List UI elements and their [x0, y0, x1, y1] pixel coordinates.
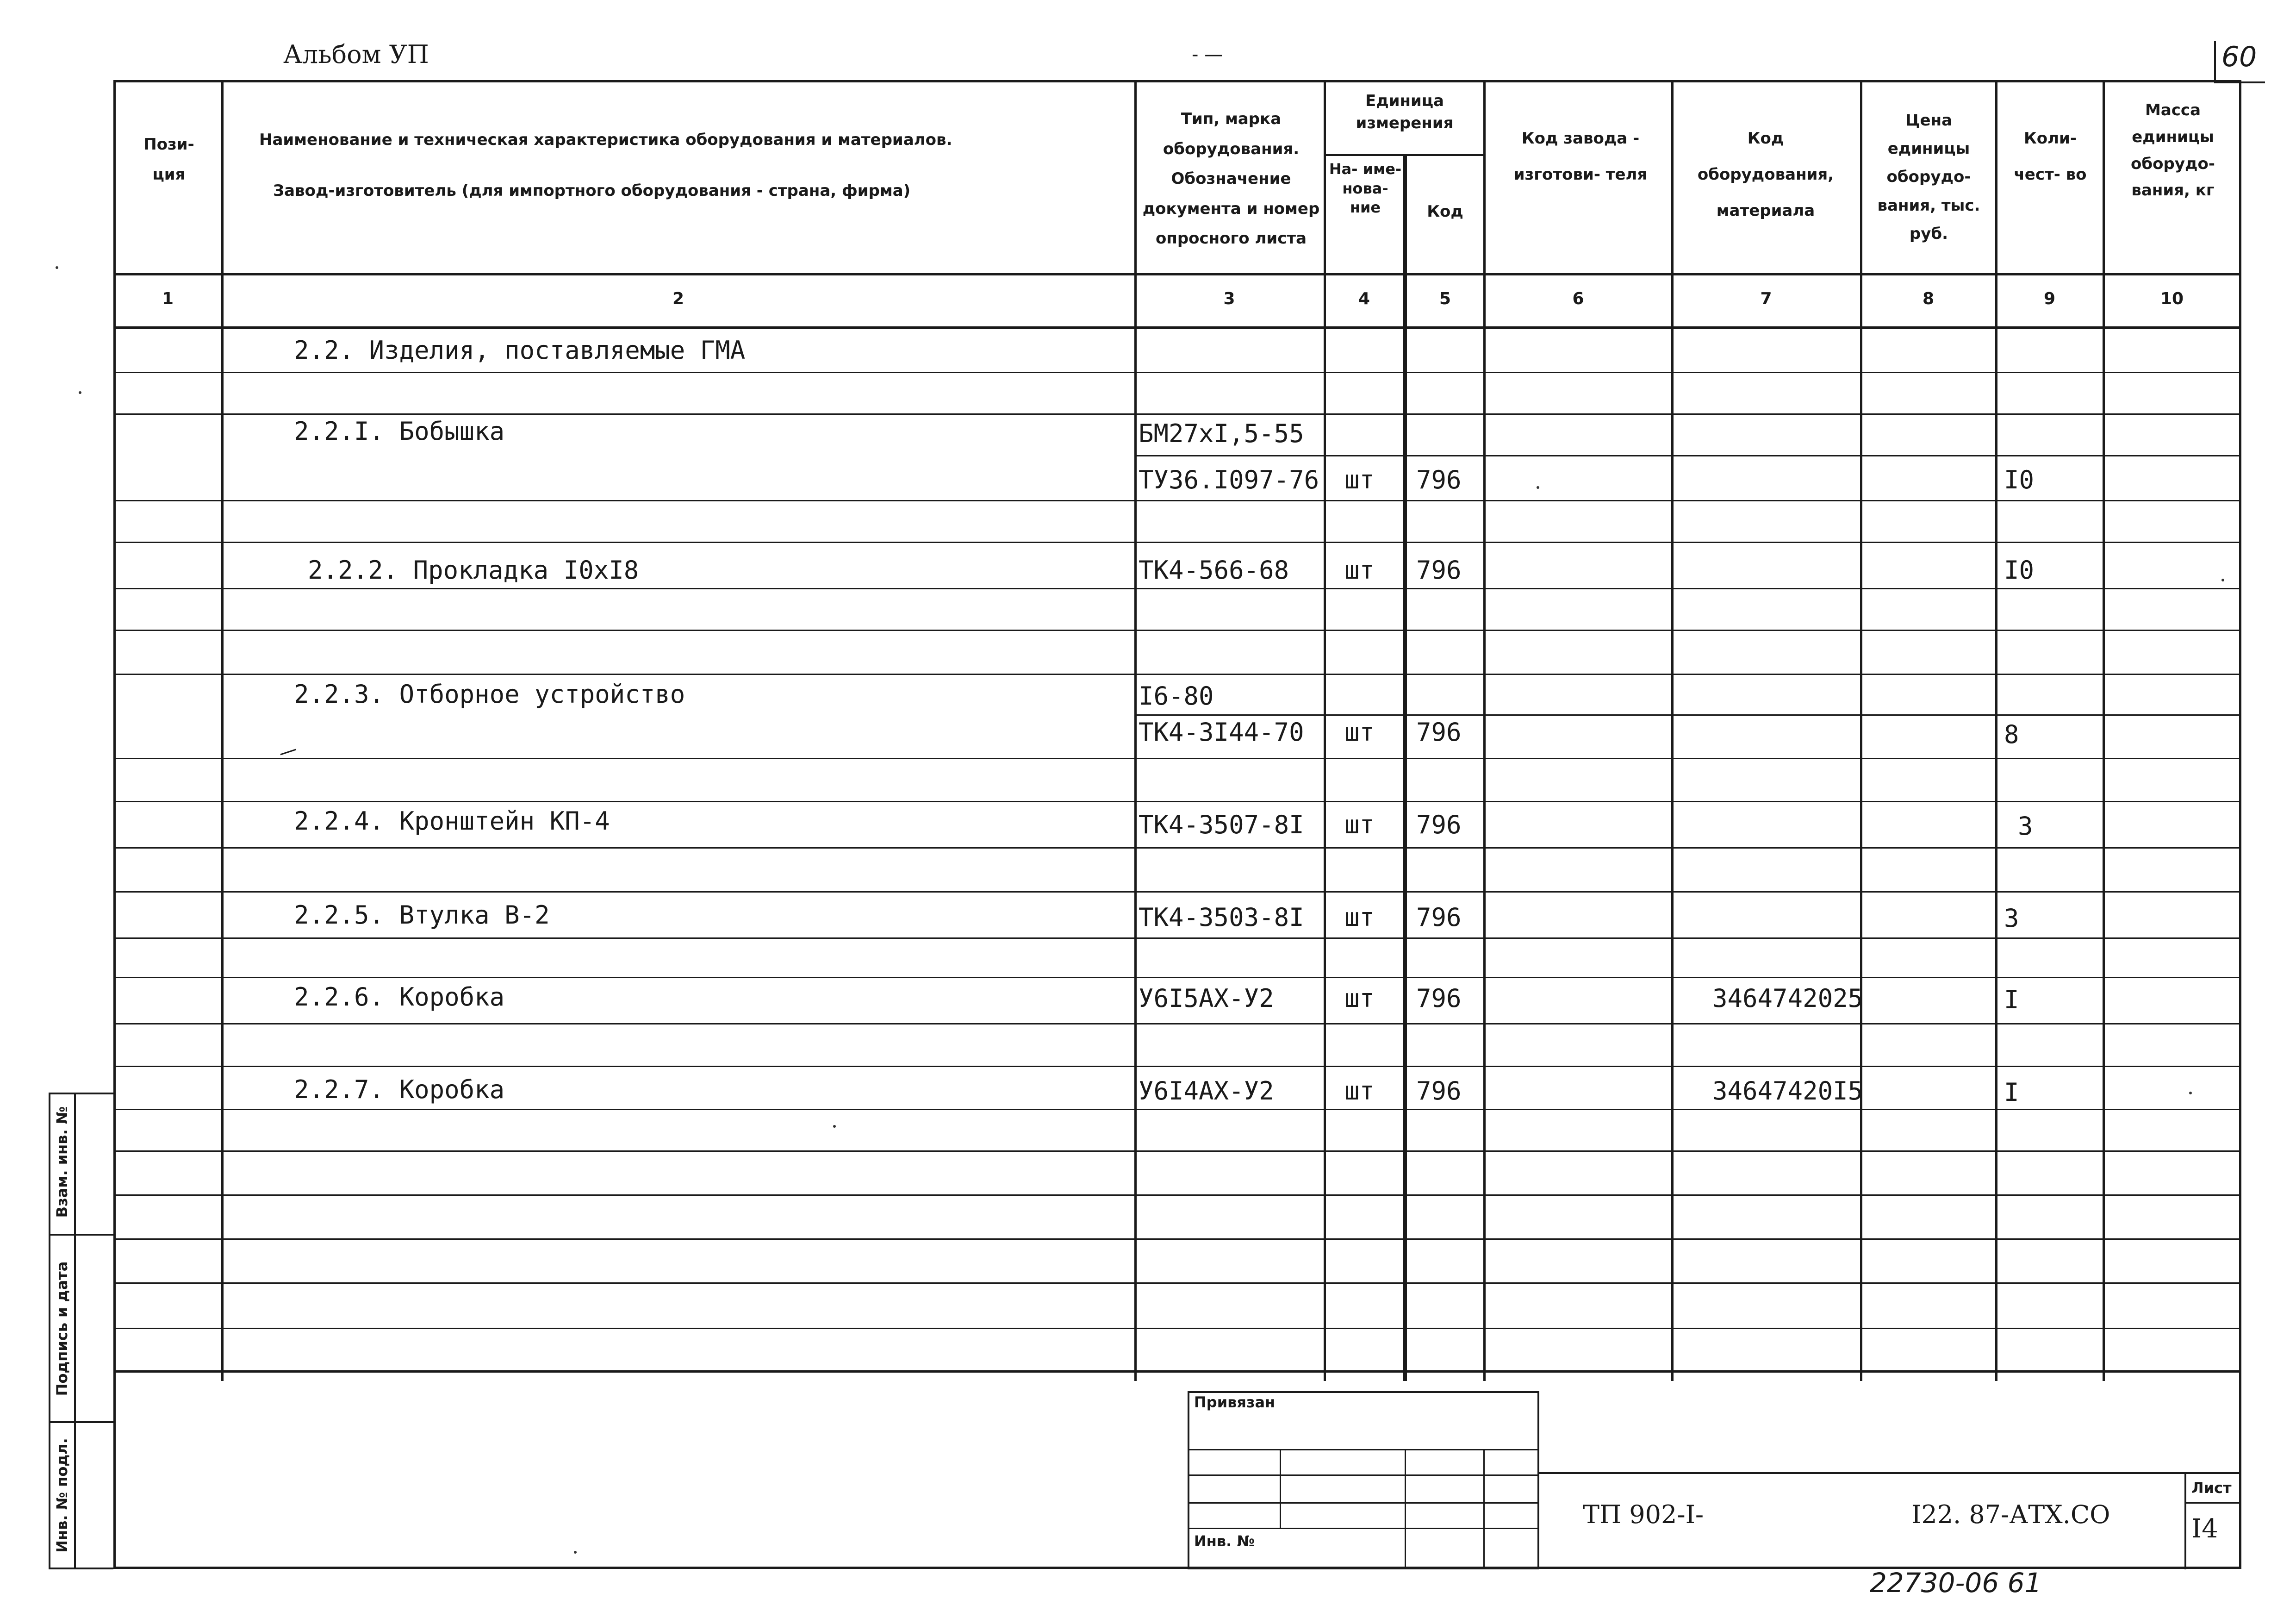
colnum-bottom-line [113, 326, 2241, 329]
item-unit: шт [1344, 718, 1375, 747]
item-unit-code: 796 [1416, 903, 1462, 932]
item-quantity: I [2004, 1078, 2019, 1107]
item-unit-code: 796 [1416, 718, 1462, 747]
header-mass: Масса единицы оборудо- вания, кг [2131, 101, 2215, 200]
row-line [1134, 455, 2241, 456]
colnum-5: 5 [1439, 289, 1451, 308]
stamp-vline [1405, 1449, 1406, 1569]
side-strip-inner [74, 1093, 76, 1569]
header-quantity: Коли- чест- во [2014, 129, 2087, 184]
corner-tick [2214, 41, 2216, 82]
row-line [113, 1238, 2241, 1240]
sheet-number: I4 [2191, 1514, 2218, 1544]
section-title: 2.2. Изделия, поставляемые ГМА [294, 336, 746, 365]
item-type: ТУ36.I097-76 [1139, 465, 1319, 494]
row-line [113, 1150, 2241, 1152]
colnum-10: 10 [2160, 289, 2184, 308]
row-line [113, 937, 2241, 939]
unit-group-split [1324, 154, 1486, 156]
item-name: 2.2.3. Отборное устройство [294, 680, 685, 709]
row-line [113, 1023, 2241, 1024]
item-quantity: 3 [2018, 812, 2033, 841]
item-unit-code: 796 [1416, 984, 1462, 1013]
item-material-code: 34647420I5 [1712, 1076, 1863, 1106]
item-unit-code: 796 [1416, 1076, 1462, 1106]
row-line [113, 542, 2241, 543]
doc-code-left: ТП 902-I- [1583, 1500, 1704, 1529]
doc-code-top-line [1539, 1472, 2241, 1474]
item-quantity: I0 [2004, 556, 2035, 585]
doc-code-right: I22. 87-АТХ.СО [1911, 1500, 2110, 1529]
item-type: БМ27хI,5-55 [1139, 419, 1304, 448]
colnum-8: 8 [1922, 289, 1935, 308]
colnum-3: 3 [1223, 289, 1235, 308]
header-name-line1: Наименование и техническая характеристика оборудования и материалов. [259, 131, 952, 149]
side-label-podpis: Подпись и дата [53, 1261, 71, 1396]
header-unit-name: На- име- нова- ние [1329, 160, 1402, 217]
item-quantity: 8 [2004, 720, 2019, 749]
stamp-vline [1280, 1449, 1281, 1528]
item-unit: шт [1344, 810, 1375, 839]
item-material-code: 3464742025 [1712, 984, 1863, 1013]
item-type: ТК4-3I44-70 [1139, 718, 1304, 747]
header-material-code: Код оборудования, материала [1697, 129, 1834, 220]
item-name: 2.2.2. Прокладка I0хI8 [308, 556, 639, 585]
colnum-9: 9 [2043, 289, 2056, 308]
stamp-privyazan: Привязан [1194, 1393, 1276, 1411]
item-type: У6I5АХ-У2 [1139, 984, 1274, 1013]
row-line [113, 801, 2241, 802]
scan-speck [56, 266, 58, 269]
stamp-line [1188, 1474, 1539, 1476]
side-label-vzam: Взам. инв. № [53, 1106, 71, 1218]
row-line [113, 1109, 2241, 1110]
scan-speck [833, 1125, 836, 1128]
album-title: Альбом УП [283, 40, 429, 69]
side-strip-split [49, 1421, 113, 1423]
item-type: I6-80 [1139, 681, 1214, 711]
row-line [1134, 714, 2241, 716]
item-quantity: I [2004, 985, 2019, 1014]
item-type: ТК4-3503-8I [1139, 903, 1304, 932]
scan-speck [79, 391, 81, 394]
sheet-corner-number: 60 [2221, 41, 2257, 73]
header-price: Цена единицы оборудо- вания, тыс. руб. [1877, 111, 1980, 243]
item-unit: шт [1344, 903, 1375, 932]
item-type: ТК4-566-68 [1139, 556, 1289, 585]
dash-mark: - — [1192, 44, 1223, 65]
item-quantity: I0 [2004, 465, 2035, 494]
stamp-line [1188, 1502, 1539, 1504]
row-line [113, 588, 2241, 589]
header-unit-code: Код [1427, 202, 1463, 221]
header-bottom-line [113, 273, 2241, 275]
item-type: У6I4АХ-У2 [1139, 1076, 1274, 1106]
stamp-line [1188, 1528, 1539, 1529]
row-line [113, 1066, 2241, 1067]
item-name: 2.2.4. Кронштейн КП-4 [294, 806, 610, 836]
side-strip-split [49, 1234, 113, 1236]
item-name: 2.2.7. Коробка [294, 1075, 505, 1104]
colnum-1: 1 [162, 289, 174, 308]
item-unit-code: 796 [1416, 465, 1462, 494]
item-name: 2.2.6. Коробка [294, 982, 505, 1012]
colnum-7: 7 [1760, 289, 1772, 308]
header-factory-code: Код завода - изготови- теля [1513, 129, 1648, 184]
item-unit: шт [1344, 984, 1375, 1013]
item-unit: шт [1344, 556, 1375, 585]
item-name: 2.2.I. Бобышка [294, 417, 505, 446]
row-line [113, 758, 2241, 759]
row-line [113, 630, 2241, 631]
colnum-4: 4 [1358, 289, 1370, 308]
row-line [113, 1282, 2241, 1284]
row-line [113, 847, 2241, 849]
stamp-line [1188, 1449, 1539, 1450]
row-line [113, 1194, 2241, 1196]
row-line [113, 977, 2241, 978]
row-line [113, 891, 2241, 893]
item-unit-code: 796 [1416, 810, 1462, 839]
item-unit: шт [1344, 465, 1375, 494]
colnum-6: 6 [1572, 289, 1584, 308]
header-position: Пози- ция [143, 135, 194, 184]
scan-speck [1537, 486, 1539, 489]
scan-speck [2221, 579, 2224, 581]
item-unit: шт [1344, 1076, 1375, 1106]
stamp-inv-no: Инв. № [1194, 1532, 1255, 1550]
item-unit-code: 796 [1416, 556, 1462, 585]
row-line [113, 372, 2241, 373]
sheet-box-split [2184, 1502, 2241, 1504]
header-type: Тип, марка оборудования. Обозначение документа и номер опросного листа [1142, 110, 1320, 248]
sheet-label: Лист [2191, 1479, 2232, 1497]
row-line [113, 413, 2241, 415]
row-line [113, 674, 2241, 675]
col-line-4 [1403, 155, 1407, 1381]
header-unit-group: Единица измерения [1356, 92, 1454, 132]
item-quantity: 3 [2004, 904, 2019, 933]
item-type: ТК4-3507-8I [1139, 810, 1304, 839]
side-label-inv: Инв. № подл. [53, 1438, 71, 1553]
table-bottom-line [113, 1370, 2241, 1373]
inventory-number: 22730-06 61 [1870, 1567, 2042, 1599]
item-name: 2.2.5. Втулка В-2 [294, 900, 550, 930]
scan-speck [574, 1551, 577, 1554]
row-line [113, 500, 2241, 501]
header-name-line2: Завод-изготовитель (для импортного оборудования - страна, фирма) [273, 181, 911, 200]
stamp-vline [1483, 1449, 1485, 1569]
scan-speck [2189, 1092, 2192, 1094]
row-line [113, 1328, 2241, 1329]
colnum-2: 2 [672, 289, 684, 308]
